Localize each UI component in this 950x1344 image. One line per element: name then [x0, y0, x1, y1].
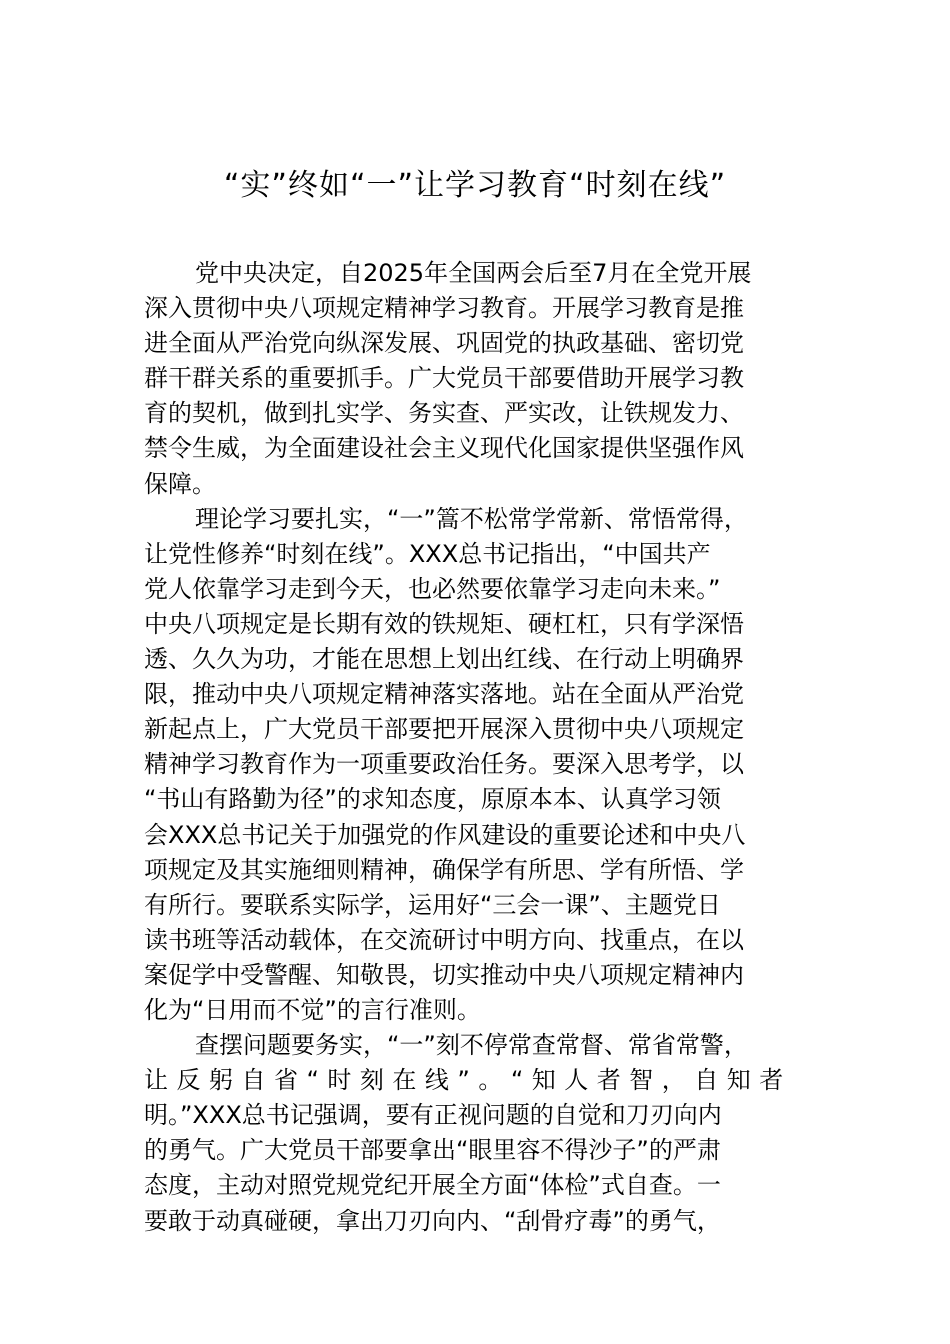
text-line: 育的契机，做到扎实学、务实查、严实改，让铁规发力、	[144, 399, 744, 428]
text-line: 新起点上，广大党员干部要把开展深入贯彻中央八项规定	[144, 715, 744, 744]
text-line: 让反躬自省“时刻在线”。“知人者智，自知者	[144, 1066, 792, 1095]
text-line: 态度，主动对照党规党纪开展全方面“体检”式自查。一	[144, 1171, 721, 1200]
text-line: 理论学习要扎实，“一”篙不松常学常新、常悟常得，	[195, 504, 748, 533]
text-line: 的勇气。广大党员干部要拿出“眼里容不得沙子”的严肃	[144, 1136, 721, 1165]
paragraph-1	[144, 256, 806, 502]
text-line: 要敢于动真碰硬，拿出刀刃向内、“刮骨疗毒”的勇气，	[144, 1206, 721, 1235]
paragraph-2	[144, 502, 806, 1028]
text-line: 党人依靠学习走到今天，也必然要依靠学习走向未来。”	[144, 574, 721, 603]
text-line: 进全面从严治党向纵深发展、巩固党的执政基础、密切党	[144, 329, 744, 358]
text-line: 深入贯彻中央八项规定精神学习教育。开展学习教育是推	[144, 294, 744, 323]
text-line: 案促学中受警醒、知敬畏，切实推动中央八项规定精神内	[144, 960, 744, 989]
text-line: 群干群关系的重要抓手。广大党员干部要借助开展学习教	[144, 364, 744, 393]
text-line: 限，推动中央八项规定精神落实落地。站在全面从严治党	[144, 680, 744, 709]
text-line: 查摆问题要务实，“一”刻不停常查常督、常省常警，	[195, 1031, 748, 1060]
text-line: “书山有路勤为径”的求知态度，原原本本、认真学习领	[144, 785, 721, 814]
text-line: 读书班等活动载体，在交流研讨中明方向、找重点，在以	[144, 925, 744, 954]
text-line: 明。”XXX总书记强调，要有正视问题的自觉和刀刃向内	[144, 1101, 722, 1130]
text-line: 保障。	[144, 469, 216, 498]
text-line: 让党性修养“时刻在线”。XXX总书记指出，“中国共产	[144, 539, 711, 568]
document-title: “实”终如“一”让学习教育“时刻在线”	[223, 168, 727, 203]
text-line: 化为“日用而不觉”的言行准则。	[144, 995, 481, 1024]
text-line: 透、久久为功，才能在思想上划出红线、在行动上明确界	[144, 645, 744, 674]
text-line: 中央八项规定是长期有效的铁规矩、硬杠杠，只有学深悟	[144, 609, 744, 638]
text-line: 精神学习教育作为一项重要政治任务。要深入思考学，以	[144, 750, 744, 779]
text-line: 会XXX总书记关于加强党的作风建设的重要论述和中央八	[144, 820, 746, 849]
paragraph-3	[144, 1028, 806, 1239]
text-line: 禁令生威，为全面建设社会主义现代化国家提供坚强作风	[144, 434, 744, 463]
document-body	[144, 256, 806, 1239]
text-line: 项规定及其实施细则精神，确保学有所思、学有所悟、学	[144, 855, 744, 884]
text-line: 党中央决定，自2025年全国两会后至7月在全党开展	[195, 259, 752, 287]
text-line: 有所行。要联系实际学，运用好“三会一课”、主题党日	[144, 890, 721, 919]
